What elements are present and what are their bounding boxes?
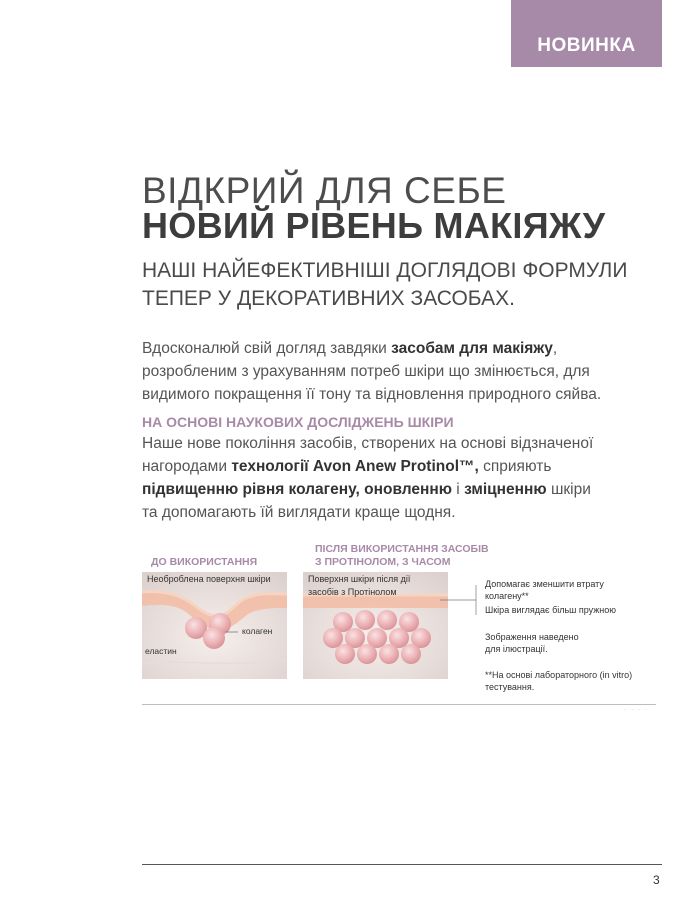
section-divider	[142, 704, 656, 705]
collagen-benefit: підвищенню рівня колагену, оновленню	[142, 481, 452, 498]
collagen-label: колаген	[242, 626, 273, 636]
headline-line-1: ВІДКРИЙ ДЛЯ СЕБЕ	[142, 170, 507, 211]
science-paragraph	[142, 432, 593, 524]
footnote-line-2: тестування.	[485, 682, 535, 692]
intro-text-end: ,	[552, 340, 558, 357]
before-caption: Необроблена поверхня шкіри	[147, 574, 271, 584]
callout-lines	[440, 585, 486, 615]
science-text: і	[452, 481, 465, 498]
footnote-line-1: **На основі лабораторного (in vitro)	[485, 670, 633, 680]
after-skin-illustration	[303, 572, 448, 679]
science-line-2	[142, 455, 593, 478]
intro-line-1	[142, 337, 601, 360]
firming-benefit: зміцненню	[464, 481, 547, 498]
subheadline-line-1: НАШІ НАЙЕФЕКТИВНІШІ ДОГЛЯДОВІ ФОРМУЛИ	[142, 259, 628, 282]
intro-line-3: видимого покращення її тону та відновлення природного сяйва.	[142, 386, 602, 403]
benefit-firmness: Шкіра виглядає більш пружною	[485, 605, 617, 615]
benefit-collagen	[485, 578, 604, 602]
illustration-note	[485, 631, 579, 655]
new-badge: НОВИНКА	[511, 0, 662, 67]
decorative-dots: · · · ·	[624, 705, 649, 714]
illustration-note-line-2: для ілюстрації.	[485, 644, 548, 654]
after-label	[315, 543, 489, 569]
after-label-line-1: ПІСЛЯ ВИКОРИСТАННЯ ЗАСОБІВ	[315, 543, 489, 555]
science-title: НА ОСНОВІ НАУКОВИХ ДОСЛІДЖЕНЬ ШКІРИ	[142, 414, 454, 430]
illustration-note-line-1: Зображення наведено	[485, 632, 579, 642]
science-text: нагородами	[142, 458, 232, 475]
footnote	[485, 669, 632, 693]
protinol-technology: технології Avon Anew Protinol™,	[231, 458, 479, 475]
benefit-collagen-line-1: Допомагає зменшити втрату	[485, 579, 604, 589]
science-line-3	[142, 478, 593, 501]
after-caption	[308, 573, 410, 599]
intro-paragraph	[142, 337, 601, 406]
before-label: ДО ВИКОРИСТАННЯ	[151, 556, 258, 568]
subheadline	[142, 257, 627, 313]
intro-bold: засобам для макіяжу	[391, 340, 553, 357]
after-caption-line-1: Поверхня шкіри після дії	[308, 574, 411, 584]
page-number: 3	[653, 873, 660, 887]
after-caption-line-2: засобів з Протінолом	[308, 587, 397, 597]
science-text: сприяють	[478, 458, 552, 475]
science-text: шкіри	[546, 481, 591, 498]
intro-line-2: розробленим з урахуванням потреб шкіри що змінюється, для	[142, 363, 590, 380]
subheadline-line-2: ТЕПЕР У ДЕКОРАТИВНИХ ЗАСОБАХ.	[142, 287, 515, 310]
science-line-4: та допомагають їй виглядати краще щодня.	[142, 504, 456, 521]
after-label-line-2: З ПРОТІНОЛОМ, З ЧАСОМ	[315, 556, 451, 568]
benefit-collagen-line-2: колагену**	[485, 591, 529, 601]
elastin-label: еластин	[145, 646, 177, 656]
footer-rule	[142, 864, 662, 865]
before-skin-illustration	[142, 572, 287, 679]
intro-text: Вдосконалюй свій догляд завдяки	[142, 340, 392, 357]
headline-line-2: НОВИЙ РІВЕНЬ МАКІЯЖУ	[142, 205, 606, 246]
science-line-1: Наше нове покоління засобів, створених на основі відзначеної	[142, 435, 594, 452]
